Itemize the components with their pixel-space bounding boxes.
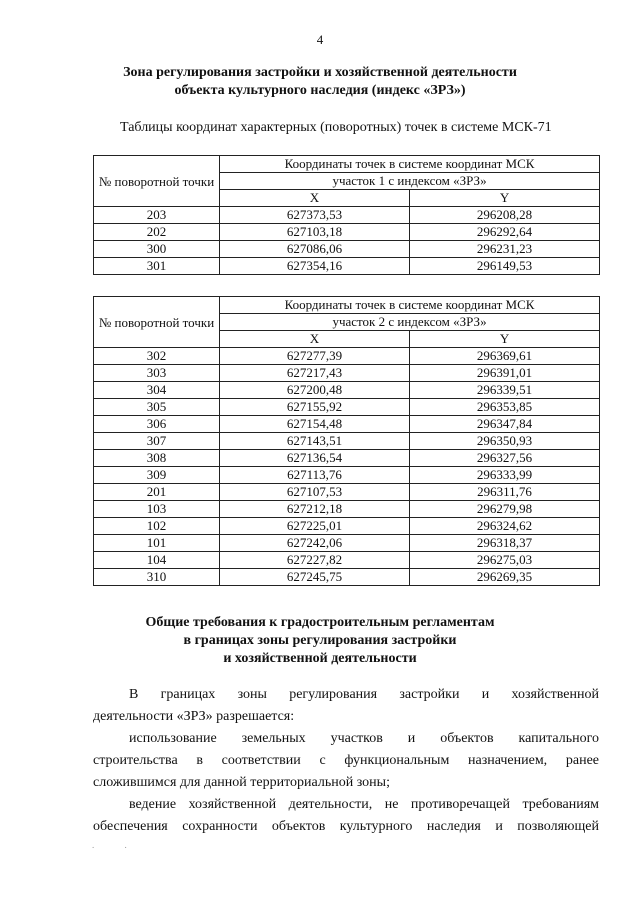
point-number-header: № поворотной точки: [94, 156, 220, 207]
point-number-cell: 304: [94, 382, 220, 399]
x-coordinate-cell: 627113,76: [220, 467, 410, 484]
title-line: и хозяйственной деятельности: [223, 651, 417, 666]
table-row: [94, 224, 600, 241]
x-coordinate-cell: 627107,53: [220, 484, 410, 501]
y-coordinate-cell: 296333,99: [410, 467, 600, 484]
body-line: строительства в соответствии с функциональным назначением, ранее: [93, 753, 599, 768]
x-coordinate-cell: 627212,18: [220, 501, 410, 518]
coordinates-table-1: [93, 155, 600, 275]
x-coordinate-cell: 627155,92: [220, 399, 410, 416]
coordinates-table-2: [93, 296, 600, 586]
y-coordinate-cell: 296275,03: [410, 552, 600, 569]
point-number-cell: 203: [94, 207, 220, 224]
page-number: 4: [316, 32, 324, 47]
point-number-cell: 101: [94, 535, 220, 552]
point-number-cell: 300: [94, 241, 220, 258]
x-coordinate-cell: 627245,75: [220, 569, 410, 586]
point-number-cell: 302: [94, 348, 220, 365]
table-1-body: [94, 207, 600, 275]
table-row: [94, 535, 600, 552]
point-number-cell: 102: [94, 518, 220, 535]
table-row: [94, 467, 600, 484]
table-row: [94, 484, 600, 501]
y-coordinate-cell: 296339,51: [410, 382, 600, 399]
body-line: деятельности «ЗРЗ» разрешается:: [93, 709, 295, 724]
x-coordinate-cell: 627227,82: [220, 552, 410, 569]
section-title-zone: [0, 64, 640, 100]
y-coordinate-cell: 296350,93: [410, 433, 600, 450]
table-2-body: [94, 348, 600, 586]
body-line: ведение хозяйственной деятельности, не противоречащей требованиям: [129, 797, 599, 812]
table-row: [94, 433, 600, 450]
y-coordinate-cell: 296208,28: [410, 207, 600, 224]
x-column-header: X: [220, 190, 410, 207]
coords-system-header: Координаты точек в системе координат МСК: [220, 156, 600, 173]
point-number-cell: 303: [94, 365, 220, 382]
y-coordinate-cell: 296279,98: [410, 501, 600, 518]
table-row: [94, 241, 600, 258]
table-row: [94, 416, 600, 433]
y-coordinate-cell: 296347,84: [410, 416, 600, 433]
y-coordinate-cell: 296369,61: [410, 348, 600, 365]
x-coordinate-cell: 627242,06: [220, 535, 410, 552]
x-coordinate-cell: 627154,48: [220, 416, 410, 433]
point-number-cell: 306: [94, 416, 220, 433]
body-line: сложившимся для данной территориальной зоны;: [93, 775, 390, 790]
y-coordinate-cell: 296318,37: [410, 535, 600, 552]
x-coordinate-cell: 627143,51: [220, 433, 410, 450]
title-line: объекта культурного наследия (индекс «ЗРЗ»): [174, 83, 466, 98]
y-coordinate-cell: 296269,35: [410, 569, 600, 586]
section-title-requirements: [0, 614, 640, 668]
y-coordinate-cell: 296292,64: [410, 224, 600, 241]
y-coordinate-cell: 296391,01: [410, 365, 600, 382]
footer-marks: . .: [92, 840, 141, 850]
y-coordinate-cell: 296353,85: [410, 399, 600, 416]
body-line: В границах зоны регулирования застройки и хозяйственной: [129, 687, 599, 702]
x-coordinate-cell: 627354,16: [220, 258, 410, 275]
point-number-cell: 308: [94, 450, 220, 467]
x-coordinate-cell: 627373,53: [220, 207, 410, 224]
title-line: Зона регулирования застройки и хозяйственной деятельности: [123, 65, 517, 80]
y-coordinate-cell: 296149,53: [410, 258, 600, 275]
table-row: [94, 399, 600, 416]
table-row: [94, 258, 600, 275]
y-column-header: Y: [410, 190, 600, 207]
coords-system-header: Координаты точек в системе координат МСК: [220, 297, 600, 314]
point-number-cell: 305: [94, 399, 220, 416]
y-coordinate-cell: 296324,62: [410, 518, 600, 535]
table-row: [94, 518, 600, 535]
x-coordinate-cell: 627217,43: [220, 365, 410, 382]
tables-caption: Таблицы координат характерных (поворотных) точек в системе МСК-71: [120, 120, 552, 135]
x-column-header: X: [220, 331, 410, 348]
y-coordinate-cell: 296327,56: [410, 450, 600, 467]
table-row: [94, 450, 600, 467]
table-row: [94, 552, 600, 569]
table-row: [94, 207, 600, 224]
point-number-cell: 103: [94, 501, 220, 518]
table-row: [94, 348, 600, 365]
point-number-cell: 104: [94, 552, 220, 569]
plot-header: участок 2 с индексом «ЗРЗ»: [220, 314, 600, 331]
body-text: [93, 684, 599, 838]
point-number-cell: 202: [94, 224, 220, 241]
title-line: в границах зоны регулирования застройки: [183, 633, 457, 648]
x-coordinate-cell: 627277,39: [220, 348, 410, 365]
table-row: [94, 569, 600, 586]
body-line: использование земельных участков и объектов капитального: [129, 731, 599, 746]
y-column-header: Y: [410, 331, 600, 348]
x-coordinate-cell: 627103,18: [220, 224, 410, 241]
point-number-header: № поворотной точки: [94, 297, 220, 348]
x-coordinate-cell: 627086,06: [220, 241, 410, 258]
point-number-cell: 310: [94, 569, 220, 586]
body-line: обеспечения сохранности объектов культурного наследия и позволяющей: [93, 819, 599, 834]
y-coordinate-cell: 296231,23: [410, 241, 600, 258]
x-coordinate-cell: 627225,01: [220, 518, 410, 535]
point-number-cell: 301: [94, 258, 220, 275]
title-line: Общие требования к градостроительным регламентам: [145, 615, 495, 630]
point-number-cell: 201: [94, 484, 220, 501]
x-coordinate-cell: 627136,54: [220, 450, 410, 467]
table-row: [94, 365, 600, 382]
table-row: [94, 382, 600, 399]
x-coordinate-cell: 627200,48: [220, 382, 410, 399]
point-number-cell: 309: [94, 467, 220, 484]
y-coordinate-cell: 296311,76: [410, 484, 600, 501]
plot-header: участок 1 с индексом «ЗРЗ»: [220, 173, 600, 190]
point-number-cell: 307: [94, 433, 220, 450]
table-row: [94, 501, 600, 518]
